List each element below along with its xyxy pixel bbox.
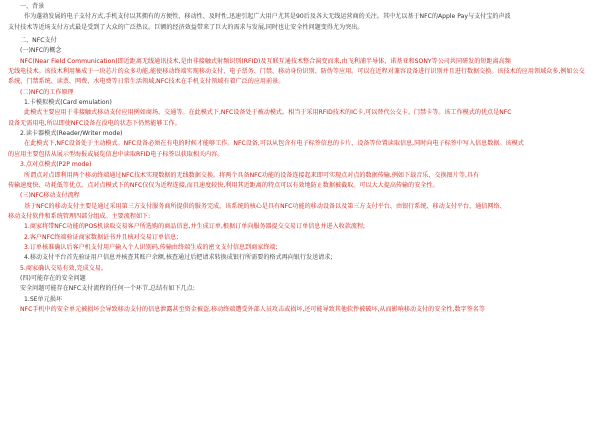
text-line: 传输速度快、功耗低等优点。点对点模式下的NFC仅仅为近程连接,而且速度较快,利用其近距离的特点可以有效地防止数据被截取。可以大大提高传输的安全性。 — [8, 181, 439, 189]
text-line: 1.卡模拟模式(Card emulation) — [24, 99, 112, 107]
text-line: 系统、门禁系统、读票、网费、水电费等日常生活领域,NFC技术在手机支付领域有着广泛的应用前景。 — [8, 78, 285, 86]
text-line: 作为蓬勃发展的电子支付方式,手机支付以其拥有的方便性、移动性、及时性,迅速引起广大用户尤其是90后及各大无线运营商的关注。其中尤以基于NFC的Apple Pay与支付宝的声波 — [24, 13, 511, 21]
text-line: 支付技术等近场支付方式最是受到了大众的广泛热议。巨额的经济效益带来了巨大的需求与发展,同时也让安全性问题变得尤为突出。 — [8, 23, 364, 31]
text-line: 移动支付软件和系统管理四部分组成。主要流程如下: — [8, 212, 151, 220]
text-line: 3.订单核准确认后客户机支付用户输入个人识别码,传输由终端生成的密文支付信息到商家终端; — [24, 243, 278, 251]
text-line: 无线电技术。该技术利用集成于一块芯片的众多功能,能使移动终端实现移动支付、电子票务、门禁、移动身份识别、防伪等应用。可以在近程对兼容设备进行识别并且进行数据交换。该技术的应用领域众多,例如公交 — [8, 68, 585, 76]
text-line: 基于NFC的移动支付主要是通过采用第三方支付服务商所提供的服务完成。该系统的核心是具有NFC功能的移动设备以及第三方支付平台、由银行系统、移动支付平台、通信网络、 — [24, 202, 506, 210]
text-line: 3.点对点模式(P2P mode) — [20, 161, 92, 169]
text-line: 2.读卡器模式(Reader/Writer mode) — [20, 130, 123, 138]
text-line: (三)NFC移动支付流程 — [20, 192, 80, 200]
text-line: 4.移动支付平台首先验证用户信息并核查其账户余额,核查通过后把请求转换成银行所需要的格式再向银行发送请求; — [24, 254, 333, 262]
text-line: 1.商家将带NFC功能的POS机读取交易客户所选购的商品信息,并生成订单,根据订单向服务器提交交易订单信息并进入收款流程; — [24, 223, 366, 231]
text-line: 1.SE单元损坏 — [24, 295, 62, 303]
text-line: 二、NFC支付 — [20, 37, 57, 45]
text-line: (二)NFC的工作原理 — [20, 88, 74, 96]
text-line: (四)可能存在的安全问题 — [20, 274, 86, 282]
text-line: 所谓点对点即利用两个移动终端通过NFC技术实现数据的无线数据交换。将两个具备NFC功能的设备连接起来即可实现点对点的数据传输,例如下载音乐、交换图片等,具有 — [24, 171, 480, 179]
text-line: (一)NFC的概念 — [20, 47, 62, 55]
text-line: NFC(Near Field Communication)即近距离无线通讯技术,是由非接触式射频识别(RFID)及互联互通技术整合演变而来,由飞利浦半导体、诺基亚和SONY等公司共同研发的短距离高频 — [20, 57, 511, 65]
text-line: NFC手机中的安全单元被损坏会导致移动支付的信息泄露甚至资金被盗,移动终端遭受外部人员攻击或损坏,还可能导致其他软件被破坏,从而影响移动支付的安全性,数字签名等 — [20, 305, 485, 313]
text-line: 在此模式下,NFC设备处于主动模式。NFC设备必须在有电的时候才能够工作。NFC设备,可以从包含有电子标签信息的卡片、设备等位置读取信息,同时向电子标签中写入信息数据。该模式 — [24, 140, 524, 148]
text-line: 此模式主要应用于非接触式移动支付应用例如商场、交通等。在此模式下,NFC设备处于被动模式。相当于采用RFID技术的IC卡,可以替代公交卡、门禁卡等。该工作模式的优点是NFC — [24, 109, 512, 117]
text-line: 设备无需用电,所以即使NFC设备在没电的状态下仍然能够工作。 — [8, 119, 181, 127]
text-line: 5.商家确认交易有效,完成交易。 — [20, 264, 107, 272]
text-line: 的应用主要包括从展示型海报或展览信息中读取RFID电子标签以获取相关内容。 — [8, 150, 224, 158]
text-line: 2.客户NFC终端验证商家数据证书并且核对交易订单信息; — [24, 233, 179, 241]
text-line: 安全问题可能存在NFC支付流程的任何一个环节,总结有如下几点: — [20, 285, 195, 293]
text-line: 一、背景 — [20, 3, 45, 10]
